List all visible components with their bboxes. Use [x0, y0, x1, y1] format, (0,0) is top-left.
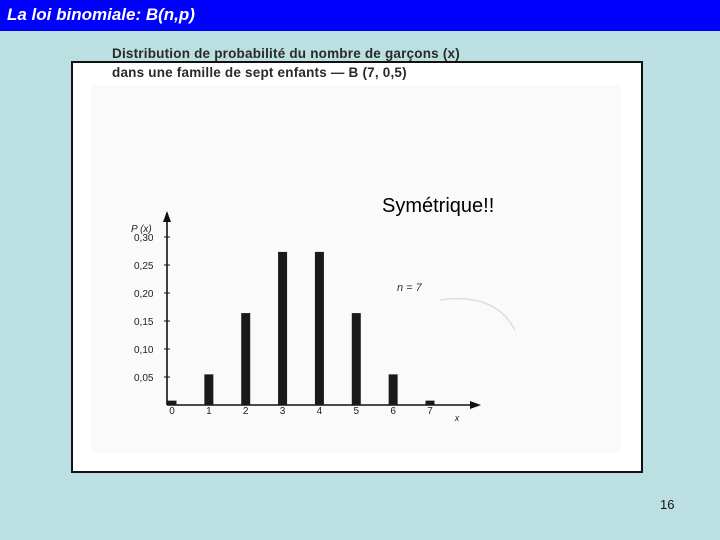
- slide-title: La loi binomiale: B(n,p): [7, 5, 195, 24]
- y-tick-label: 0,05: [134, 373, 154, 384]
- y-tick-label: 0,10: [134, 345, 154, 356]
- bar: [426, 401, 435, 405]
- x-tick-label: 4: [316, 406, 323, 417]
- x-tick-label: 1: [206, 406, 212, 417]
- x-tick-label: 5: [353, 406, 360, 417]
- bar: [241, 313, 250, 405]
- y-axis-arrow: [163, 211, 171, 222]
- y-axis-label: P (x): [131, 224, 152, 235]
- x-tick-label: 7: [427, 406, 433, 417]
- symmetry-annotation: Symétrique!!: [382, 195, 495, 217]
- y-tick-label: 0,25: [134, 261, 154, 272]
- bar: [168, 401, 177, 405]
- y-tick-label: 0,30: [134, 233, 154, 244]
- x-tick-label: 2: [242, 406, 249, 417]
- x-tick-label: 0: [169, 406, 175, 417]
- n-label: n = 7: [397, 282, 422, 294]
- page-number: 16: [660, 497, 675, 512]
- x-axis-arrow: [470, 401, 481, 409]
- bar: [352, 313, 361, 405]
- bar: [278, 252, 287, 405]
- bar: [204, 374, 213, 405]
- y-tick-label: 0,20: [134, 289, 154, 300]
- x-tick-label: 3: [279, 406, 286, 417]
- faint-curve-decoration: [440, 299, 515, 330]
- x-axis-label: x: [454, 413, 460, 423]
- x-tick-label: 6: [390, 406, 396, 417]
- figure-heading-line1: Distribution de probabilité du nombre de garçons (x): [112, 46, 460, 61]
- figure-heading-line2: dans une famille de sept enfants — B (7, 0,5): [112, 65, 407, 80]
- bar: [389, 374, 398, 405]
- y-tick-label: 0,15: [134, 317, 154, 328]
- bar: [315, 252, 324, 405]
